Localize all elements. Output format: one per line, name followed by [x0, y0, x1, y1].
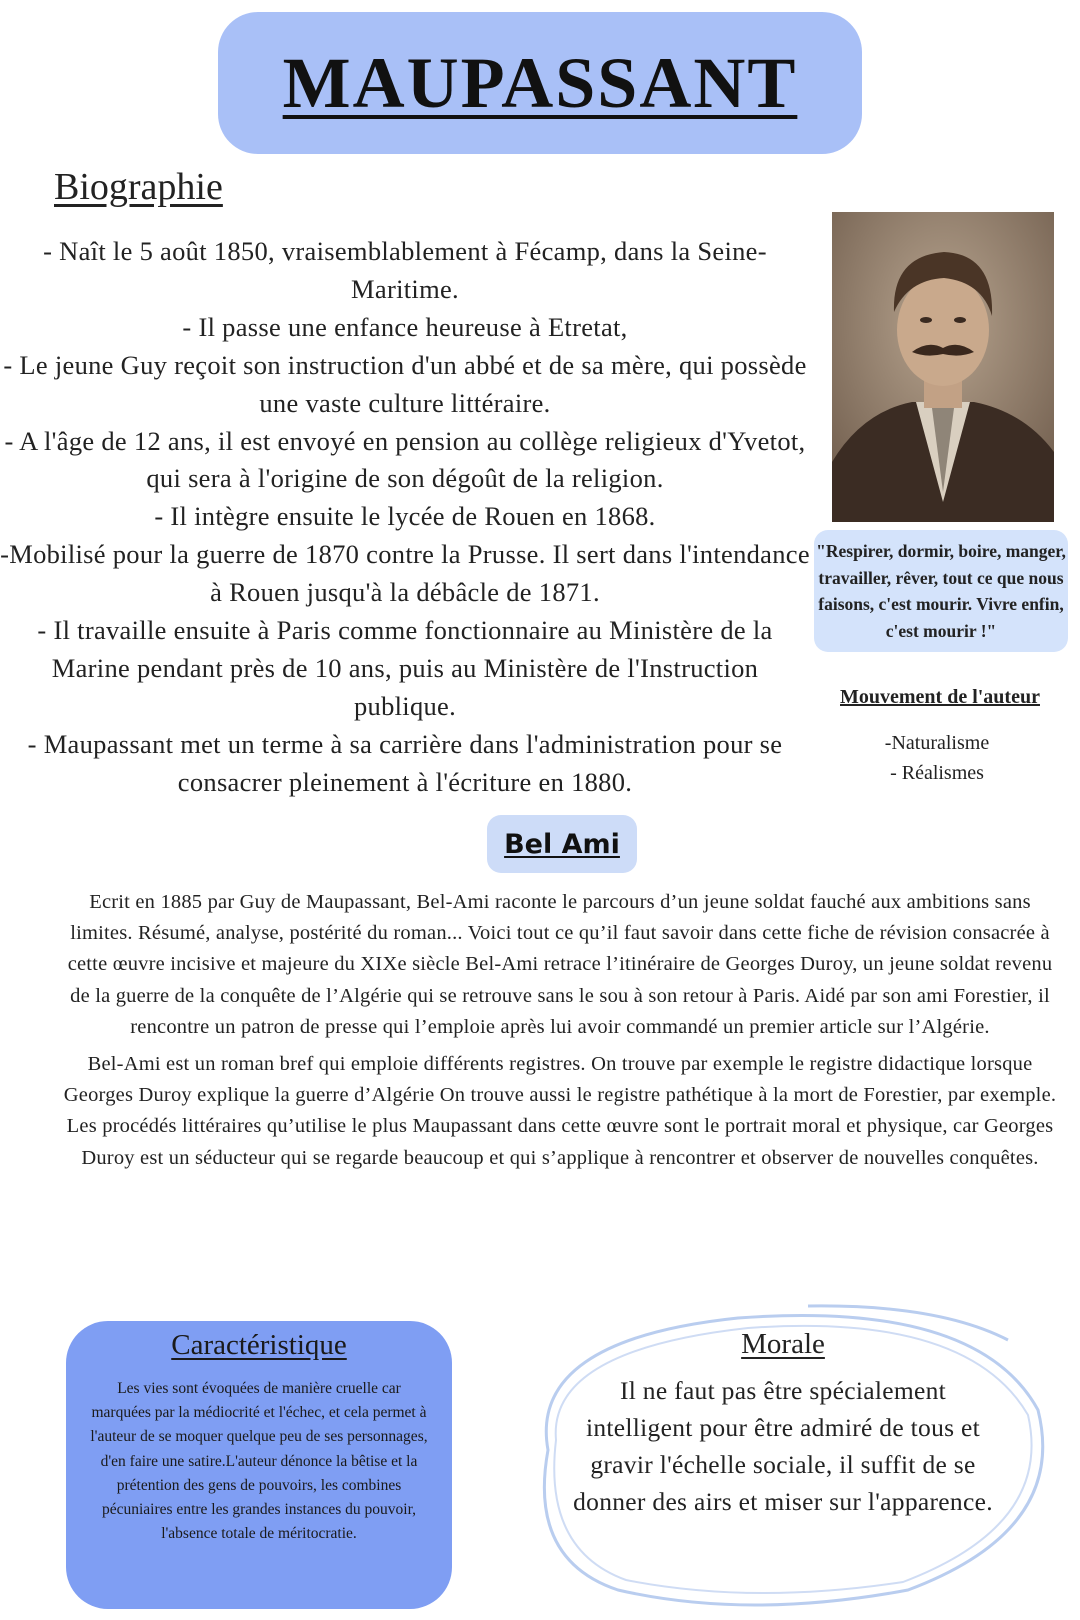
- biography-item: - Il travaille ensuite à Paris comme fonctionnaire au Ministère de la Marine pendant près de 10 ans, puis au Ministère de l'Instruction publique.: [37, 615, 773, 721]
- biography-item: - A l'âge de 12 ans, il est envoyé en pension au collège religieux d'Yvetot, qui sera à l'origine de son dégoût de la religion.: [4, 425, 806, 494]
- biography-item: -Mobilisé pour la guerre de 1870 contre la Prusse. Il sert dans l'intendance à Rouen jusqu'à la débâcle de 1871.: [0, 539, 810, 608]
- title-banner: [218, 12, 862, 154]
- morale-text: Il ne faut pas être spécialement intelligent pour être admiré de tous et gravir l'échelle sociale, il suffit de se donner des airs et miser sur l'apparence.: [573, 1376, 993, 1516]
- biography-item: - Maupassant met un terme à sa carrière dans l'administration pour se consacrer pleinement à l'écriture en 1880.: [27, 728, 783, 797]
- biography-list: [0, 233, 810, 802]
- mouvement-heading: Mouvement de l'auteur: [840, 686, 1040, 708]
- bel-ami-summary: [60, 887, 1060, 1180]
- biography-item: - Il passe une enfance heureuse à Etretat,: [182, 311, 628, 342]
- biography-heading: Biographie: [54, 166, 223, 208]
- caracteristique-heading: Caractéristique: [171, 1329, 347, 1361]
- caracteristique-text: Les vies sont évoquées de manière cruelle car marquées par la médiocrité et l'échec, et cela permet à l'auteur de se moquer quelque peu de ses personnages, d'en faire une satire.L'auteur dénonce la bêtise et la prétention des gens de pouvoirs, les combines pécuniaires entre les grandes instances du pouvoir, l'absence totale de méritocratie.: [90, 1380, 428, 1543]
- bel-ami-heading: Bel Ami: [504, 828, 620, 860]
- author-portrait: [832, 212, 1054, 522]
- mouvement-list: [832, 728, 1042, 788]
- mouvement-item: - Réalismes: [890, 762, 984, 784]
- mouvement-item: -Naturalisme: [884, 732, 990, 754]
- page-title: MAUPASSANT: [282, 42, 798, 123]
- biography-item: - Naît le 5 août 1850, vraisemblablement à Fécamp, dans la Seine-Maritime.: [43, 236, 767, 304]
- quote-box: [814, 530, 1068, 652]
- bel-ami-paragraph: Bel-Ami est un roman bref qui emploie différents registres. On trouve par exemple le registre didactique lorsque Georges Duroy explique la guerre d’Algérie On trouve aussi le registre pathétique à la mort de Forestier, par exemple. Les procédés littéraires qu’utilise le plus Maupassant dans cette œuvre sont le portrait moral et physique, car Georges Duroy est un séducteur qui se regarde beaucoup et qui s’applique à rencontrer et observer de nouvelles conquêtes.: [63, 1053, 1057, 1169]
- biography-item: - Le jeune Guy reçoit son instruction d'un abbé et de sa mère, qui possède une vaste culture littéraire.: [3, 349, 807, 418]
- author-quote: "Respirer, dormir, boire, manger, travailler, rêver, tout ce que nous faisons, c'est mourir. Vivre enfin, c'est mourir !": [816, 541, 1066, 641]
- biography-item: - Il intègre ensuite le lycée de Rouen en 1868.: [154, 501, 656, 532]
- portrait-illustration: [832, 212, 1054, 522]
- bel-ami-badge: [487, 815, 637, 873]
- caracteristique-box: [66, 1321, 452, 1609]
- bel-ami-paragraph: Ecrit en 1885 par Guy de Maupassant, Bel-Ami raconte le parcours d’un jeune soldat fauché aux ambitions sans limites. Résumé, analyse, postérité du roman... Voici tout ce qu’il faut savoir dans cette fiche de révision consacrée à cette œuvre incisive et majeure du XIXe siècle Bel-Ami retrace l’itinéraire de Georges Duroy, un jeune soldat revenu de la guerre de la conquête de l’Algérie qui se retrouve sans le sou à son retour à Paris. Aidé par son ami Forestier, il rencontre un patron de presse qui l’emploie après lui avoir commandé un premier article sur l’Algérie.: [67, 891, 1053, 1038]
- morale-heading: Morale: [741, 1328, 825, 1360]
